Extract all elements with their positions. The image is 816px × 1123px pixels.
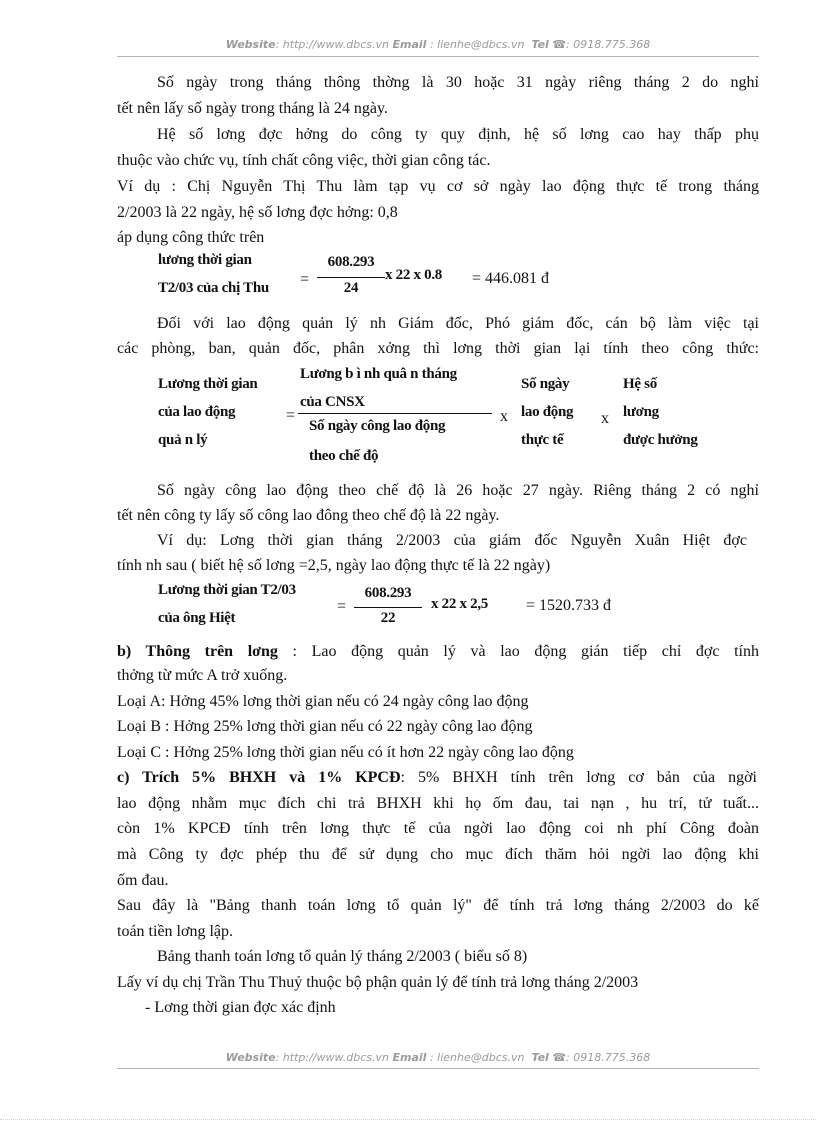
footer-tel: : 0918.775.368 bbox=[566, 1051, 651, 1064]
p1-line-2: tết nên lấy số ngày trong tháng là 24 ngày. bbox=[117, 100, 388, 117]
section-c-title: c) Trích 5% BHXH và 1% KPCĐ bbox=[117, 769, 401, 786]
loai-b: Loại B : Hởng 25% lơng thời gian nếu có 22 ngày công lao động bbox=[117, 718, 533, 735]
f2-col1-line-3: thực tế bbox=[521, 432, 564, 448]
f2-equals: = bbox=[286, 407, 296, 424]
f3-left-line-1: Lương thời gian T2/03 bbox=[158, 582, 296, 598]
f2-numerator-line-1: Lương b ì nh quâ n tháng bbox=[300, 366, 457, 382]
footer-website-label: Website bbox=[225, 1051, 276, 1064]
p3-line-3: áp dụng công thức trên bbox=[117, 229, 265, 246]
p4-line-2: các phòng, ban, quản đốc, phân xởng thì lơng thời gian lại tính theo công thức: bbox=[117, 340, 759, 357]
f3-multipliers: x 22 x 2,5 bbox=[431, 596, 489, 612]
phone-icon: ☎ bbox=[552, 38, 567, 51]
section-b-title: b) Thông trên lơng bbox=[117, 643, 278, 660]
p5-line-1: Số ngày công lao động theo chế độ là 26 hoặc 27 ngày. Riêng tháng 2 có nghỉ bbox=[157, 482, 759, 499]
f1-result: = 446.081 đ bbox=[472, 270, 550, 287]
section-c-line-1 bbox=[117, 767, 757, 789]
f2-col2-line-2: lương bbox=[623, 404, 659, 420]
section-c-line-5: ốm đau. bbox=[117, 872, 169, 889]
p6-line-1: Ví dụ: Lơng thời gian tháng 2/2003 của giám đốc Nguyễn Xuân Hiệt đợc bbox=[157, 532, 747, 549]
section-c-text: : 5% BHXH tính trên lơng cơ bản của ngời bbox=[400, 769, 757, 786]
p4-line-1: Đối với lao động quản lý nh Giám đốc, Phó giám đốc, cán bộ làm việc tại bbox=[157, 315, 759, 332]
footer-divider bbox=[117, 1068, 759, 1069]
f2-denominator-line-2: theo chế độ bbox=[309, 448, 379, 464]
footer-phone-icon: ☎ bbox=[552, 1051, 567, 1064]
page-bottom-edge bbox=[0, 1119, 816, 1120]
header-website-label: Website bbox=[225, 38, 276, 51]
loai-a: Loại A: Hởng 45% lơng thời gian nếu có 24 ngày công lao động bbox=[117, 693, 529, 710]
header-email-label: Email bbox=[392, 38, 427, 51]
section-b-text: : Lao động quản lý và lao động gián tiếp chỉ đợc tính bbox=[277, 643, 759, 660]
f2-left-line-2: của lao động bbox=[158, 404, 236, 420]
f2-col1-line-1: Số ngày bbox=[521, 376, 570, 392]
loai-c: Loại C : Hởng 25% lơng thời gian nếu có ít hơn 22 ngày công lao động bbox=[117, 744, 574, 761]
f3-denominator: 22 bbox=[380, 610, 396, 626]
f1-equals: = bbox=[300, 271, 310, 288]
p5-line-2: tết nên công ty lấy số công lao đông theo chế độ là 22 ngày. bbox=[117, 507, 500, 524]
header-email: : lienhe@dbcs.vn bbox=[429, 38, 525, 51]
f3-fraction-bar bbox=[354, 607, 422, 608]
f2-col2-line-1: Hệ số bbox=[623, 376, 657, 392]
footer-email-label: Email bbox=[392, 1051, 427, 1064]
p1-line-1: Số ngày trong tháng thông thờng là 30 hoặc 31 ngày riêng tháng 2 do nghỉ bbox=[157, 74, 759, 91]
f2-left-line-1: Lương thời gian bbox=[158, 376, 258, 392]
f1-denominator: 24 bbox=[343, 280, 359, 296]
header-tel: : 0918.775.368 bbox=[566, 38, 651, 51]
summary-line-4: Lấy ví dụ chị Trần Thu Thuỷ thuộc bộ phận quản lý để tính trả lơng tháng 2/2003 bbox=[117, 974, 639, 991]
f1-numerator: 608.293 bbox=[327, 254, 375, 270]
footer-tel-label: Tel bbox=[531, 1051, 549, 1064]
f2-left-line-3: quả n lý bbox=[158, 432, 208, 448]
f1-left-line-2: T2/03 của chị Thu bbox=[158, 280, 269, 296]
summary-line-5: - Lơng thời gian đợc xác định bbox=[145, 999, 336, 1016]
f3-result: = 1520.733 đ bbox=[526, 597, 612, 614]
section-b-line-2: thởng từ mức A trở xuống. bbox=[117, 667, 288, 684]
header-divider bbox=[117, 56, 759, 57]
f1-left-line-1: lương thời gian bbox=[158, 252, 252, 268]
f3-numerator: 608.293 bbox=[364, 585, 412, 601]
summary-line-3: Bảng thanh toán lơng tổ quản lý tháng 2/2003 ( biểu số 8) bbox=[157, 948, 528, 965]
footer-website: : http://www.dbcs.vn bbox=[275, 1051, 390, 1064]
footer-email: : lienhe@dbcs.vn bbox=[429, 1051, 525, 1064]
section-c-line-2: lao động nhằm mục đích chi trả BHXH khi họ ốm đau, tai nạn , hu trí, tử tuất... bbox=[117, 795, 759, 812]
f2-col2-line-3: được hưởng bbox=[623, 432, 698, 448]
f1-multipliers: x 22 x 0.8 bbox=[385, 267, 443, 283]
summary-line-2: toán tiền lơng lập. bbox=[117, 923, 233, 940]
p2-line-1: Hệ số lơng đợc hởng do công ty quy định, hệ số lơng cao hay thấp phụ bbox=[157, 126, 759, 143]
f2-fraction-bar bbox=[298, 413, 492, 414]
section-c-line-3: còn 1% KPCĐ tính trên lơng thực tế của ngời lao động coi nh phí Công đoàn bbox=[117, 820, 759, 837]
f1-fraction-bar bbox=[317, 277, 385, 278]
f2-times-1: x bbox=[500, 408, 508, 425]
p3-line-2: 2/2003 là 22 ngày, hệ số lơng đợc hởng: 0,8 bbox=[117, 204, 398, 221]
f3-equals: = bbox=[337, 598, 347, 615]
p3-line-1: Ví dụ : Chị Nguyễn Thị Thu làm tạp vụ cơ sở ngày lao động thực tế trong tháng bbox=[117, 178, 759, 195]
f2-times-2: x bbox=[601, 410, 609, 427]
f2-denominator-line-1: Số ngày công lao động bbox=[309, 418, 446, 434]
f3-left-line-2: của ông Hiệt bbox=[158, 610, 236, 626]
header-tel-label: Tel bbox=[531, 38, 549, 51]
p2-line-2: thuộc vào chức vụ, tính chất công việc, thời gian công tác. bbox=[117, 152, 491, 169]
section-c-line-4: mà Công ty đợc phép thu để sử dụng cho mục đích thăm hỏi ngời lao động khi bbox=[117, 846, 759, 863]
page-footer bbox=[117, 1051, 759, 1064]
page-header bbox=[117, 38, 759, 51]
f2-numerator-line-2: của CNSX bbox=[300, 394, 365, 410]
header-website: : http://www.dbcs.vn bbox=[275, 38, 390, 51]
section-b-line-1 bbox=[117, 641, 759, 663]
p6-line-2: tính nh sau ( biết hệ số lơng =2,5, ngày lao động thực tế là 22 ngày) bbox=[117, 557, 551, 574]
f2-col1-line-2: lao động bbox=[521, 404, 574, 420]
summary-line-1: Sau đây là "Bảng thanh toán lơng tổ quản lý" để tính trả lơng tháng 2/2003 do kế bbox=[117, 897, 759, 914]
